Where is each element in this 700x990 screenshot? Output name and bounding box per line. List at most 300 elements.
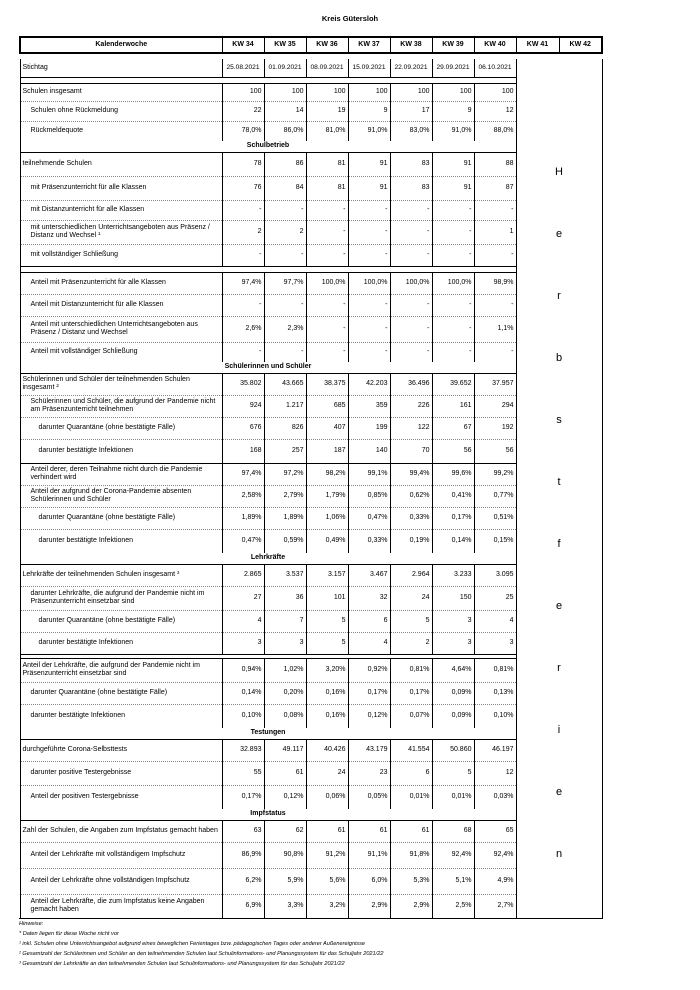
value-cell: 42.203 (348, 373, 390, 395)
value-cell: 257 (264, 439, 306, 463)
value-cell: 87 (474, 176, 516, 200)
value-cell: 22 (222, 101, 264, 121)
row-label: darunter Quarantäne (ohne bestätigte Fälle) (20, 507, 222, 529)
row-label: mit vollständiger Schließung (20, 244, 222, 266)
row-label: darunter Lehrkräfte, die aufgrund der Pandemie nicht im Präsenzunterricht einsetzbar sind (20, 586, 222, 610)
table-row (20, 152, 602, 176)
footnote: ¹ inkl. Schulen ohne Unterrichtsangebot aufgrund eines beweglichen Ferientages bzw. pädagogischen Tages oder anderer Außenereignisse (19, 941, 366, 947)
value-cell: 7 (264, 610, 306, 632)
value-cell: - (306, 316, 348, 342)
value-cell: 41.554 (390, 739, 432, 761)
value-cell: 50.860 (432, 739, 474, 761)
holiday-letter: t (557, 476, 561, 489)
value-cell: 0,33% (390, 507, 432, 529)
value-cell: 61 (390, 820, 432, 842)
value-cell: 5 (306, 610, 348, 632)
value-cell: 100 (390, 83, 432, 101)
section-title: Lehrkräfte (20, 553, 516, 564)
value-cell: 2,9% (348, 894, 390, 918)
header-row (20, 37, 602, 53)
value-cell: 140 (348, 439, 390, 463)
value-cell: 37.957 (474, 373, 516, 395)
value-cell: 97,4% (222, 463, 264, 485)
value-cell: 81 (306, 152, 348, 176)
value-cell: 61 (348, 820, 390, 842)
value-cell: 1,02% (264, 658, 306, 682)
table-row (20, 463, 602, 485)
holiday-letter: i (557, 724, 561, 737)
table-row (20, 761, 602, 785)
table-row (20, 507, 602, 529)
value-cell: 0,10% (474, 704, 516, 728)
value-cell: 0,85% (348, 485, 390, 507)
value-cell: 0,07% (390, 704, 432, 728)
value-cell: 100 (264, 83, 306, 101)
value-cell: 3 (474, 632, 516, 654)
value-cell: - (348, 220, 390, 244)
value-cell: 98,2% (306, 463, 348, 485)
value-cell: 24 (390, 586, 432, 610)
value-cell: - (432, 294, 474, 316)
value-cell: 29.09.2021 (432, 59, 474, 77)
value-cell: 25 (474, 586, 516, 610)
value-cell: 81 (306, 176, 348, 200)
table-row (20, 586, 602, 610)
section-title: Impfstatus (20, 809, 516, 820)
row-label: Stichtag (20, 59, 222, 77)
table-row (20, 632, 602, 654)
value-cell: - (264, 294, 306, 316)
value-cell: 99,6% (432, 463, 474, 485)
row-label: darunter bestätigte Infektionen (20, 632, 222, 654)
row-label: Anteil derer, deren Teilnahme nicht durch die Pandemie verhindert wird (20, 463, 222, 485)
row-label: mit unterschiedlichen Unterrichtsangeboten aus Präsenz / Distanz und Wechsel ¹ (20, 220, 222, 244)
value-cell: - (432, 200, 474, 220)
value-cell: 86,9% (222, 842, 264, 868)
table-row (20, 785, 602, 809)
value-cell: 0,16% (306, 682, 348, 704)
footnote: ³ Gesamtzahl der Lehrkräfte an den teilnehmenden Schulen laut Schulinformations- und Planungssystem für das Schuljahr 2021/22 (19, 961, 345, 967)
row-label: Schulen ohne Rückmeldung (20, 101, 222, 121)
value-cell: 0,94% (222, 658, 264, 682)
holiday-letter: s (556, 414, 562, 427)
row-label: teilnehmende Schulen (20, 152, 222, 176)
value-cell: 32.893 (222, 739, 264, 761)
table-row (20, 704, 602, 728)
value-cell: 5 (432, 761, 474, 785)
value-cell: 43.665 (264, 373, 306, 395)
table-row (20, 101, 602, 121)
row-label: Anteil mit vollständiger Schließung (20, 342, 222, 362)
value-cell: 0,33% (348, 529, 390, 553)
value-cell: 32 (348, 586, 390, 610)
table-row (20, 200, 602, 220)
value-cell: 3.467 (348, 564, 390, 586)
table-row (20, 682, 602, 704)
holiday-letter: r (557, 662, 561, 675)
value-cell: 3 (264, 632, 306, 654)
value-cell: - (390, 294, 432, 316)
value-cell: 23 (348, 761, 390, 785)
value-cell: 100 (432, 83, 474, 101)
value-cell: 2,6% (222, 316, 264, 342)
value-cell: 0,47% (348, 507, 390, 529)
holiday-letter: f (557, 538, 561, 551)
value-cell: - (222, 244, 264, 266)
header-cell: KW 37 (348, 37, 390, 53)
value-cell: 826 (264, 417, 306, 439)
value-cell: 3,20% (306, 658, 348, 682)
value-cell: 100 (474, 83, 516, 101)
value-cell: 359 (348, 395, 390, 417)
value-cell: 3,2% (306, 894, 348, 918)
value-cell: 97,2% (264, 463, 306, 485)
value-cell: - (390, 220, 432, 244)
value-cell: - (432, 220, 474, 244)
value-cell: 2 (264, 220, 306, 244)
value-cell: - (474, 244, 516, 266)
value-cell: 22.09.2021 (390, 59, 432, 77)
header-cell: KW 40 (474, 37, 516, 53)
value-cell: 0,01% (390, 785, 432, 809)
value-cell: 0,17% (390, 682, 432, 704)
value-cell: - (222, 200, 264, 220)
value-cell: 0,17% (348, 682, 390, 704)
value-cell: - (432, 316, 474, 342)
value-cell: 25.08.2021 (222, 59, 264, 77)
value-cell: 6,9% (222, 894, 264, 918)
statistics-table (19, 36, 603, 919)
table-row (20, 272, 602, 294)
table-row (20, 220, 602, 244)
value-cell: - (390, 200, 432, 220)
value-cell: 2.964 (390, 564, 432, 586)
value-cell: 78,0% (222, 121, 264, 141)
value-cell: 0,49% (306, 529, 348, 553)
table-row (20, 83, 602, 101)
table-row (20, 373, 602, 395)
value-cell: 0,01% (432, 785, 474, 809)
holiday-letter: n (555, 848, 563, 861)
value-cell: - (306, 220, 348, 244)
table-row (20, 610, 602, 632)
table-row (20, 485, 602, 507)
value-cell: 1,89% (222, 507, 264, 529)
value-cell: 5,3% (390, 868, 432, 894)
header-cell: KW 34 (222, 37, 264, 53)
header-cell: KW 41 (516, 37, 559, 53)
value-cell: 1,1% (474, 316, 516, 342)
row-label: Schülerinnen und Schüler der teilnehmenden Schulen insgesamt ² (20, 373, 222, 395)
value-cell: 150 (432, 586, 474, 610)
value-cell: 0,51% (474, 507, 516, 529)
value-cell: 3 (222, 632, 264, 654)
value-cell: 100 (222, 83, 264, 101)
value-cell: 4 (474, 610, 516, 632)
value-cell: 0,92% (348, 658, 390, 682)
section-header-row (20, 141, 602, 152)
value-cell: 91 (348, 176, 390, 200)
section-header-row (20, 362, 602, 373)
value-cell: 91,0% (432, 121, 474, 141)
value-cell: 0,15% (474, 529, 516, 553)
holiday-letter: r (557, 290, 561, 303)
value-cell: 5 (306, 632, 348, 654)
holiday-letter: e (555, 600, 563, 613)
value-cell: 68 (432, 820, 474, 842)
value-cell: 2,9% (390, 894, 432, 918)
value-cell: 924 (222, 395, 264, 417)
value-cell: 2,79% (264, 485, 306, 507)
value-cell: 6 (390, 761, 432, 785)
row-label: darunter Quarantäne (ohne bestätigte Fälle) (20, 417, 222, 439)
autumn-holiday-column (516, 59, 602, 918)
value-cell: - (474, 200, 516, 220)
value-cell: - (306, 244, 348, 266)
value-cell: 61 (264, 761, 306, 785)
value-cell: 12 (474, 101, 516, 121)
footnote: ² Gesamtzahl der Schülerinnen und Schüler an den teilnehmenden Schulen laut Schulinformations- und Planungssystem für das Schuljahr 2021/22 (19, 951, 384, 957)
row-label: darunter bestätigte Infektionen (20, 704, 222, 728)
value-cell: 1,89% (264, 507, 306, 529)
value-cell: 88 (474, 152, 516, 176)
table-row (20, 121, 602, 141)
row-label: Anteil mit unterschiedlichen Unterrichtsangeboten aus Präsenz / Distanz und Wechsel (20, 316, 222, 342)
footnotes-list (19, 929, 619, 969)
row-label: darunter bestätigte Infektionen (20, 439, 222, 463)
value-cell: 88,0% (474, 121, 516, 141)
value-cell: 3.157 (306, 564, 348, 586)
row-label: Anteil der aufgrund der Corona-Pandemie absenten Schülerinnen und Schüler (20, 485, 222, 507)
value-cell: 5 (390, 610, 432, 632)
holiday-letter: e (555, 786, 563, 799)
value-cell: 49.117 (264, 739, 306, 761)
value-cell: 100,0% (348, 272, 390, 294)
value-cell: - (432, 342, 474, 362)
value-cell: 17 (390, 101, 432, 121)
row-label: darunter positive Testergebnisse (20, 761, 222, 785)
value-cell: 0,08% (264, 704, 306, 728)
value-cell: 0,12% (348, 704, 390, 728)
holiday-letter: b (555, 352, 563, 365)
value-cell: 4,64% (432, 658, 474, 682)
table-row (20, 316, 602, 342)
value-cell: 9 (432, 101, 474, 121)
section-title: Schulbetrieb (20, 141, 516, 152)
value-cell: 91,2% (306, 842, 348, 868)
value-cell: 91,0% (348, 121, 390, 141)
value-cell: 63 (222, 820, 264, 842)
value-cell: 83 (390, 176, 432, 200)
value-cell: 27 (222, 586, 264, 610)
row-label: darunter Quarantäne (ohne bestätigte Fälle) (20, 682, 222, 704)
value-cell: 1 (474, 220, 516, 244)
row-label: Schulen insgesamt (20, 83, 222, 101)
value-cell: 39.652 (432, 373, 474, 395)
value-cell: 676 (222, 417, 264, 439)
table-row (20, 417, 602, 439)
value-cell: 2,7% (474, 894, 516, 918)
value-cell: 2 (390, 632, 432, 654)
value-cell: 15.09.2021 (348, 59, 390, 77)
value-cell: 0,62% (390, 485, 432, 507)
value-cell: 84 (264, 176, 306, 200)
header-cell: KW 38 (390, 37, 432, 53)
value-cell: 0,14% (222, 682, 264, 704)
row-label: Rückmeldequote (20, 121, 222, 141)
value-cell: 199 (348, 417, 390, 439)
value-cell: 36 (264, 586, 306, 610)
value-cell: 168 (222, 439, 264, 463)
value-cell: 3.233 (432, 564, 474, 586)
value-cell: - (222, 294, 264, 316)
value-cell: 0,59% (264, 529, 306, 553)
value-cell: - (348, 200, 390, 220)
value-cell: 6,2% (222, 868, 264, 894)
section-title: Schülerinnen und Schüler (20, 362, 516, 373)
value-cell: 6 (348, 610, 390, 632)
table-row (20, 294, 602, 316)
value-cell: 0,17% (222, 785, 264, 809)
row-label: Anteil der Lehrkräfte ohne vollständigen Impfschutz (20, 868, 222, 894)
value-cell: 4 (222, 610, 264, 632)
value-cell: - (474, 342, 516, 362)
value-cell: 08.09.2021 (306, 59, 348, 77)
value-cell: 226 (390, 395, 432, 417)
value-cell: 14 (264, 101, 306, 121)
value-cell: 81,0% (306, 121, 348, 141)
value-cell: 91 (432, 176, 474, 200)
value-cell: 9 (348, 101, 390, 121)
value-cell: 1,06% (306, 507, 348, 529)
footnotes-heading: Hinweise: (19, 918, 199, 929)
value-cell: 0,14% (432, 529, 474, 553)
value-cell: - (264, 200, 306, 220)
table-row (20, 868, 602, 894)
value-cell: 0,19% (390, 529, 432, 553)
value-cell: 294 (474, 395, 516, 417)
table-row (20, 820, 602, 842)
row-label: Anteil der positiven Testergebnisse (20, 785, 222, 809)
table-row (20, 439, 602, 463)
holiday-letter: e (555, 228, 563, 241)
value-cell: 97,4% (222, 272, 264, 294)
value-cell: 0,77% (474, 485, 516, 507)
table-body (20, 37, 602, 918)
value-cell: 0,06% (306, 785, 348, 809)
value-cell: 46.197 (474, 739, 516, 761)
value-cell: 5,1% (432, 868, 474, 894)
value-cell: 0,09% (432, 704, 474, 728)
value-cell: 86,0% (264, 121, 306, 141)
value-cell: 78 (222, 152, 264, 176)
value-cell: 0,20% (264, 682, 306, 704)
value-cell: - (264, 342, 306, 362)
value-cell: 56 (474, 439, 516, 463)
value-cell: - (222, 342, 264, 362)
value-cell: 76 (222, 176, 264, 200)
value-cell: 100 (348, 83, 390, 101)
value-cell: 1,79% (306, 485, 348, 507)
value-cell: 0,05% (348, 785, 390, 809)
table-row (20, 59, 602, 77)
table-row (20, 395, 602, 417)
value-cell: 3,3% (264, 894, 306, 918)
value-cell: 2 (222, 220, 264, 244)
value-cell: 86 (264, 152, 306, 176)
footnote: * Daten liegen für diese Woche nicht vor (19, 931, 119, 937)
value-cell: - (390, 342, 432, 362)
row-label: durchgeführte Corona-Selbsttests (20, 739, 222, 761)
row-label: darunter Quarantäne (ohne bestätigte Fälle) (20, 610, 222, 632)
value-cell: 98,9% (474, 272, 516, 294)
holiday-letter: H (555, 166, 563, 179)
value-cell: 62 (264, 820, 306, 842)
value-cell: 407 (306, 417, 348, 439)
value-cell: 101 (306, 586, 348, 610)
row-label: Anteil der Lehrkräfte, die zum Impfstatus keine Angaben gemacht haben (20, 894, 222, 918)
value-cell: 91 (432, 152, 474, 176)
value-cell: 192 (474, 417, 516, 439)
value-cell: - (348, 244, 390, 266)
value-cell: - (306, 294, 348, 316)
vertical-holiday-label (519, 64, 600, 912)
value-cell: 100,0% (306, 272, 348, 294)
value-cell: 122 (390, 417, 432, 439)
row-label: Lehrkräfte der teilnehmenden Schulen insgesamt ³ (20, 564, 222, 586)
table-row (20, 739, 602, 761)
header-cell: KW 42 (559, 37, 602, 53)
value-cell: 2,5% (432, 894, 474, 918)
value-cell: - (432, 244, 474, 266)
page-title: Kreis Gütersloh (321, 14, 379, 23)
value-cell: 0,47% (222, 529, 264, 553)
value-cell: 35.802 (222, 373, 264, 395)
value-cell: 24 (306, 761, 348, 785)
value-cell: 0,12% (264, 785, 306, 809)
value-cell: 4 (348, 632, 390, 654)
value-cell: 0,10% (222, 704, 264, 728)
value-cell: 0,13% (474, 682, 516, 704)
value-cell: 56 (432, 439, 474, 463)
value-cell: 12 (474, 761, 516, 785)
value-cell: 83,0% (390, 121, 432, 141)
value-cell: 97,7% (264, 272, 306, 294)
value-cell: 1.217 (264, 395, 306, 417)
table-row (20, 658, 602, 682)
value-cell: 92,4% (432, 842, 474, 868)
value-cell: 06.10.2021 (474, 59, 516, 77)
value-cell: - (348, 316, 390, 342)
value-cell: - (390, 316, 432, 342)
value-cell: - (306, 342, 348, 362)
value-cell: 2,58% (222, 485, 264, 507)
row-label: Anteil mit Präsenzunterricht für alle Klassen (20, 272, 222, 294)
row-label: Anteil der Lehrkräfte, die aufgrund der Pandemie nicht im Präsenzunterricht einsetzbar sind (20, 658, 222, 682)
footnotes (19, 918, 619, 969)
table-row (20, 529, 602, 553)
value-cell: 0,03% (474, 785, 516, 809)
value-cell: 2,3% (264, 316, 306, 342)
section-header-row (20, 809, 602, 820)
value-cell: 83 (390, 152, 432, 176)
value-cell: 2.865 (222, 564, 264, 586)
value-cell: 55 (222, 761, 264, 785)
value-cell: 100,0% (432, 272, 474, 294)
header-cell: Kalenderwoche (20, 37, 222, 53)
row-label: mit Distanzunterricht für alle Klassen (20, 200, 222, 220)
value-cell: 91,8% (390, 842, 432, 868)
